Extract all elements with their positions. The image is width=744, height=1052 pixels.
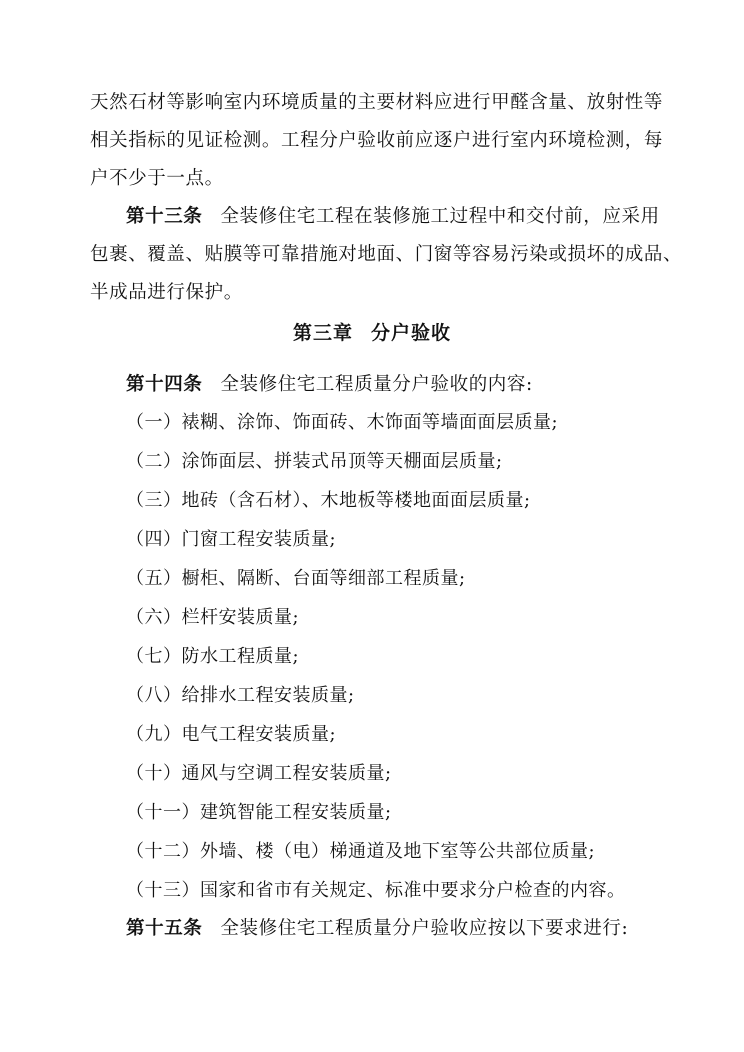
- list-item: （五）橱柜、隔断、台面等细部工程质量;: [126, 568, 466, 589]
- paragraph-line: 包裹、覆盖、贴膜等可靠措施对地面、门窗等容易污染或损坏的成品、: [90, 244, 683, 265]
- list-item: （六）栏杆安装质量;: [126, 607, 300, 628]
- list-item: （十三）国家和省市有关规定、标准中要求分户检查的内容。: [126, 880, 626, 901]
- paragraph-line: 相关指标的见证检测。工程分户验收前应逐户进行室内环境检测，每: [90, 130, 664, 151]
- article-13-label: 第十三条: [126, 206, 203, 227]
- chapter-heading: [0, 320, 744, 346]
- list-item: （四）门窗工程安装质量;: [126, 529, 337, 550]
- article-14-label: 第十四条: [126, 374, 203, 395]
- list-item: （一）裱糊、涂饰、饰面砖、木饰面等墙面面层质量;: [126, 412, 559, 433]
- article-15-line: [126, 916, 706, 942]
- list-item: （九）电气工程安装质量;: [126, 724, 337, 745]
- paragraph-line: 半成品进行保护。: [90, 282, 243, 303]
- article-15-label: 第十五条: [126, 918, 203, 939]
- paragraph-line: 天然石材等影响室内环境质量的主要材料应进行甲醛含量、放射性等: [90, 92, 664, 113]
- article-13-first-line: [126, 204, 706, 230]
- list-item: （十二）外墙、楼（电）梯通道及地下室等公共部位质量;: [126, 841, 596, 862]
- chapter-title: 分户验收: [371, 322, 452, 344]
- list-item: （七）防水工程质量;: [126, 646, 300, 667]
- paragraph-line: 户不少于一点。: [90, 168, 224, 189]
- article-15-text: 全装修住宅工程质量分户验收应按以下要求进行:: [220, 918, 629, 939]
- chapter-number: 第三章: [292, 322, 353, 344]
- article-13-text: 全装修住宅工程在装修施工过程中和交付前，应采用: [220, 206, 660, 227]
- list-item: （二）涂饰面层、拼装式吊顶等天棚面层质量;: [126, 451, 503, 472]
- article-14-text: 全装修住宅工程质量分户验收的内容:: [220, 374, 533, 395]
- list-item: （三）地砖（含石材）、木地板等楼地面面层质量;: [126, 490, 531, 511]
- list-item: （八）给排水工程安装质量;: [126, 685, 355, 706]
- article-14-line: [126, 372, 706, 398]
- list-item: （十一）建筑智能工程安装质量;: [126, 802, 392, 823]
- list-item: （十）通风与空调工程安装质量;: [126, 763, 392, 784]
